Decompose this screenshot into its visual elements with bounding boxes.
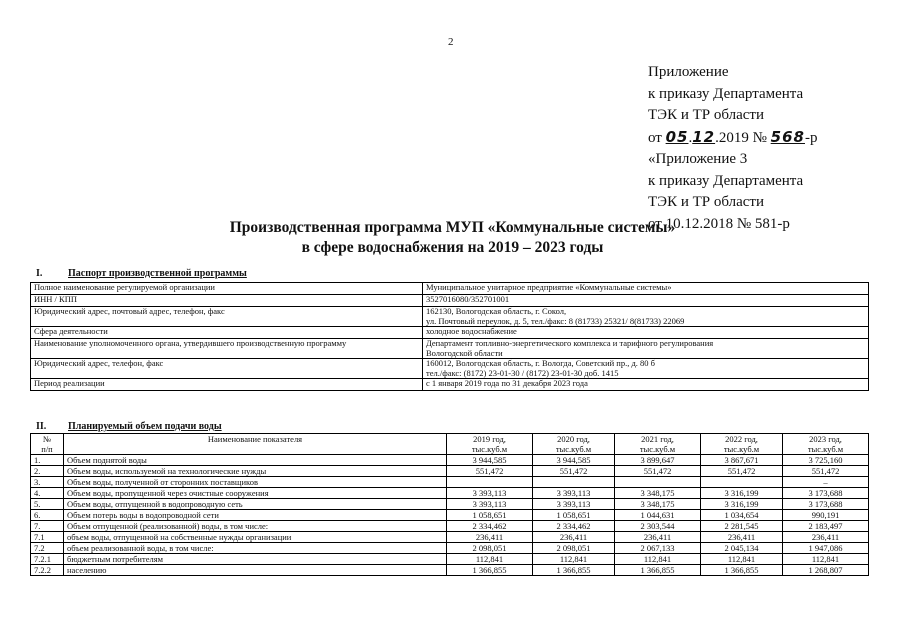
table-row bbox=[31, 455, 869, 466]
row-value-2023: 990,191 bbox=[783, 510, 869, 521]
row-value-2023: 3 173,688 bbox=[783, 499, 869, 510]
row-number: 2. bbox=[31, 466, 64, 477]
passport-value-line: Муниципальное унитарное предприятие «Коммунальные системы» bbox=[426, 282, 672, 292]
passport-value-line: тел./факс: (8172) 23-01-30 / (8172) 23-01-30 доб. 1415 bbox=[426, 367, 619, 378]
row-value-2020: 1 366,855 bbox=[533, 565, 615, 576]
header-num bbox=[31, 434, 64, 455]
passport-value bbox=[423, 339, 869, 359]
date-sep: . bbox=[688, 129, 693, 146]
appendix-order-date bbox=[648, 127, 817, 150]
appendix-line: ТЭК и ТР области bbox=[648, 194, 764, 210]
passport-label: Полное наименование регулируемой организации bbox=[31, 283, 423, 295]
passport-value bbox=[423, 283, 869, 295]
appendix-header bbox=[648, 62, 817, 235]
passport-row bbox=[31, 327, 869, 339]
row-value-2023: 1 947,086 bbox=[783, 543, 869, 554]
table-row bbox=[31, 521, 869, 532]
title-line: Производственная программа МУП «Коммунальные системы» bbox=[229, 219, 676, 236]
passport-value-line: 3527016080/352701001 bbox=[426, 294, 510, 304]
passport-value-line: 162130, Вологодская область, г. Сокол, bbox=[426, 306, 567, 316]
row-value-2021: 3 348,175 bbox=[615, 499, 701, 510]
row-indicator-name: населению bbox=[64, 565, 447, 576]
handwritten-day: 05 bbox=[665, 127, 689, 146]
row-value-2022: 1 366,855 bbox=[701, 565, 783, 576]
header-year bbox=[533, 434, 615, 455]
date-year: .2019 № bbox=[715, 129, 767, 146]
row-value-2020: 236,411 bbox=[533, 532, 615, 543]
passport-row bbox=[31, 283, 869, 295]
passport-value-line: ул. Почтовый переулок, д. 5, тел./факс: 8 (81733) 25321/ 8(81733) 22069 bbox=[426, 315, 685, 326]
row-value-2021: 551,472 bbox=[615, 466, 701, 477]
row-value-2020: 3 393,113 bbox=[533, 499, 615, 510]
passport-label: ИНН / КПП bbox=[31, 295, 423, 307]
header-year bbox=[701, 434, 783, 455]
row-value-2023: – bbox=[783, 477, 869, 488]
section-title: Паспорт производственной программы bbox=[68, 268, 247, 279]
header-year-label: 2019 год, bbox=[473, 434, 506, 444]
section-number: I. bbox=[36, 268, 43, 279]
row-value-2023: 3 725,160 bbox=[783, 455, 869, 466]
table-row bbox=[31, 565, 869, 576]
row-value-2023: 1 268,807 bbox=[783, 565, 869, 576]
row-value-2019: 551,472 bbox=[447, 466, 533, 477]
row-value-2022: 2 045,134 bbox=[701, 543, 783, 554]
table-row bbox=[31, 543, 869, 554]
order-suffix: -р bbox=[804, 129, 818, 146]
handwritten-month: 12 bbox=[692, 127, 716, 146]
row-number: 4. bbox=[31, 488, 64, 499]
passport-value bbox=[423, 379, 869, 391]
row-number: 7. bbox=[31, 521, 64, 532]
row-indicator-name: объем воды, отпущенной на собственные нужды организации bbox=[64, 532, 447, 543]
passport-value bbox=[423, 327, 869, 339]
row-number: 7.2.1 bbox=[31, 554, 64, 565]
row-indicator-name: Объем поднятой воды bbox=[64, 455, 447, 466]
table-row bbox=[31, 466, 869, 477]
appendix-line: ТЭК и ТР области bbox=[648, 107, 764, 123]
passport-row bbox=[31, 359, 869, 379]
row-value-2019 bbox=[447, 477, 533, 488]
row-value-2022 bbox=[701, 477, 783, 488]
section-title: Планируемый объем подачи воды bbox=[68, 421, 222, 432]
row-value-2020: 3 393,113 bbox=[533, 488, 615, 499]
row-value-2021: 112,841 bbox=[615, 554, 701, 565]
row-value-2023: 112,841 bbox=[783, 554, 869, 565]
passport-label: Юридический адрес, почтовый адрес, телефон, факс bbox=[31, 307, 423, 327]
row-indicator-name: Объем отпущенной (реализованной) воды, в том числе: bbox=[64, 521, 447, 532]
table-row bbox=[31, 499, 869, 510]
row-value-2019: 3 393,113 bbox=[447, 488, 533, 499]
appendix-line: от 10.12.2018 № 581-р bbox=[648, 215, 790, 232]
passport-value bbox=[423, 307, 869, 327]
row-value-2022: 2 281,545 bbox=[701, 521, 783, 532]
row-value-2020: 3 944,585 bbox=[533, 455, 615, 466]
row-number: 7.1 bbox=[31, 532, 64, 543]
row-value-2020: 2 098,051 bbox=[533, 543, 615, 554]
section-number: II. bbox=[36, 421, 47, 432]
passport-label: Период реализации bbox=[31, 379, 423, 391]
passport-value bbox=[423, 359, 869, 379]
row-value-2021: 3 899,647 bbox=[615, 455, 701, 466]
row-value-2019: 3 393,113 bbox=[447, 499, 533, 510]
row-value-2020: 1 058,651 bbox=[533, 510, 615, 521]
table-row bbox=[31, 510, 869, 521]
appendix-line: к приказу Департамента bbox=[648, 172, 804, 189]
water-volume-table bbox=[30, 433, 869, 576]
header-unit-label: тыс.куб.м bbox=[555, 444, 592, 454]
row-value-2020 bbox=[533, 477, 615, 488]
header-year bbox=[447, 434, 533, 455]
header-year bbox=[783, 434, 869, 455]
appendix-line: Приложение bbox=[648, 64, 729, 80]
row-indicator-name: Объем воды, пропущенной через очистные сооружения bbox=[64, 488, 447, 499]
header-unit-label: тыс.куб.м bbox=[807, 444, 844, 454]
passport-row bbox=[31, 307, 869, 327]
passport-value-line: с 1 января 2019 года по 31 декабря 2023 года bbox=[426, 378, 588, 388]
title-line: в сфере водоснабжения на 2019 – 2023 годы bbox=[301, 239, 604, 256]
row-value-2019: 1 058,651 bbox=[447, 510, 533, 521]
passport-value bbox=[423, 295, 869, 307]
header-year bbox=[615, 434, 701, 455]
page-number: 2 bbox=[448, 36, 454, 48]
row-value-2020: 2 334,462 bbox=[533, 521, 615, 532]
row-number: 5. bbox=[31, 499, 64, 510]
row-value-2019: 112,841 bbox=[447, 554, 533, 565]
row-value-2020: 112,841 bbox=[533, 554, 615, 565]
table-row bbox=[31, 532, 869, 543]
header-year-label: 2020 год, bbox=[557, 434, 590, 444]
table-row bbox=[31, 488, 869, 499]
passport-value-line: Вологодской области bbox=[426, 347, 503, 358]
row-value-2019: 2 334,462 bbox=[447, 521, 533, 532]
row-value-2023: 2 183,497 bbox=[783, 521, 869, 532]
row-indicator-name: объем реализованной воды, в том числе: bbox=[64, 543, 447, 554]
row-indicator-name: Объем воды, отпущенной в водопроводную сеть bbox=[64, 499, 447, 510]
row-value-2022: 112,841 bbox=[701, 554, 783, 565]
section-1-heading bbox=[36, 268, 247, 279]
handwritten-order-number: 568 bbox=[770, 127, 805, 146]
passport-row bbox=[31, 379, 869, 391]
passport-value-line: Департамент топливно-энергетического комплекса и тарифного регулирования bbox=[426, 338, 714, 348]
passport-label: Сфера деятельности bbox=[31, 327, 423, 339]
row-value-2021: 2 303,544 bbox=[615, 521, 701, 532]
header-year-label: 2023 год, bbox=[809, 434, 842, 444]
row-value-2022: 551,472 bbox=[701, 466, 783, 477]
passport-row bbox=[31, 339, 869, 359]
table-row bbox=[31, 554, 869, 565]
appendix-line: к приказу Департамента bbox=[648, 85, 804, 102]
table-row bbox=[31, 477, 869, 488]
row-value-2021: 1 044,631 bbox=[615, 510, 701, 521]
passport-row bbox=[31, 295, 869, 307]
passport-table bbox=[30, 282, 869, 391]
header-year-label: 2022 год, bbox=[725, 434, 758, 444]
row-value-2019: 236,411 bbox=[447, 532, 533, 543]
row-value-2019: 2 098,051 bbox=[447, 543, 533, 554]
row-value-2019: 3 944,585 bbox=[447, 455, 533, 466]
section-2-heading bbox=[36, 421, 222, 432]
document-title bbox=[0, 218, 905, 258]
date-prefix: от bbox=[648, 129, 662, 146]
row-value-2021 bbox=[615, 477, 701, 488]
passport-label: Юридический адрес, телефон, факс bbox=[31, 359, 423, 379]
row-value-2022: 236,411 bbox=[701, 532, 783, 543]
row-indicator-name: бюджетным потребителям bbox=[64, 554, 447, 565]
row-value-2023: 3 173,688 bbox=[783, 488, 869, 499]
header-num-line: № bbox=[42, 434, 52, 444]
passport-value-line: 160012, Вологодская область, г. Вологда, Советский пр., д. 80 б bbox=[426, 358, 656, 368]
row-number: 7.2.2 bbox=[31, 565, 64, 576]
appendix-line: «Приложение 3 bbox=[648, 151, 748, 167]
row-value-2023: 551,472 bbox=[783, 466, 869, 477]
row-value-2022: 3 316,199 bbox=[701, 488, 783, 499]
header-unit-label: тыс.куб.м bbox=[639, 444, 676, 454]
row-value-2022: 3 867,671 bbox=[701, 455, 783, 466]
row-value-2021: 2 067,133 bbox=[615, 543, 701, 554]
row-value-2021: 1 366,855 bbox=[615, 565, 701, 576]
header-unit-label: тыс.куб.м bbox=[471, 444, 508, 454]
table-header-row bbox=[31, 434, 869, 455]
row-number: 6. bbox=[31, 510, 64, 521]
row-number: 1. bbox=[31, 455, 64, 466]
row-value-2020: 551,472 bbox=[533, 466, 615, 477]
row-value-2022: 3 316,199 bbox=[701, 499, 783, 510]
header-year-label: 2021 год, bbox=[641, 434, 674, 444]
row-number: 7.2 bbox=[31, 543, 64, 554]
row-indicator-name: Объем потерь воды в водопроводной сети bbox=[64, 510, 447, 521]
header-name: Наименование показателя bbox=[64, 434, 447, 455]
row-value-2021: 3 348,175 bbox=[615, 488, 701, 499]
passport-value-line: холодное водоснабжение bbox=[426, 326, 517, 336]
row-value-2021: 236,411 bbox=[615, 532, 701, 543]
row-indicator-name: Объем воды, полученной от сторонних поставщиков bbox=[64, 477, 447, 488]
row-number: 3. bbox=[31, 477, 64, 488]
row-value-2022: 1 034,654 bbox=[701, 510, 783, 521]
row-value-2023: 236,411 bbox=[783, 532, 869, 543]
row-value-2019: 1 366,855 bbox=[447, 565, 533, 576]
header-unit-label: тыс.куб.м bbox=[723, 444, 760, 454]
header-num-line: п/п bbox=[41, 444, 53, 454]
row-indicator-name: Объем воды, используемой на технологические нужды bbox=[64, 466, 447, 477]
passport-label: Наименование уполномоченного органа, утвердившего производственную программу bbox=[31, 339, 423, 359]
